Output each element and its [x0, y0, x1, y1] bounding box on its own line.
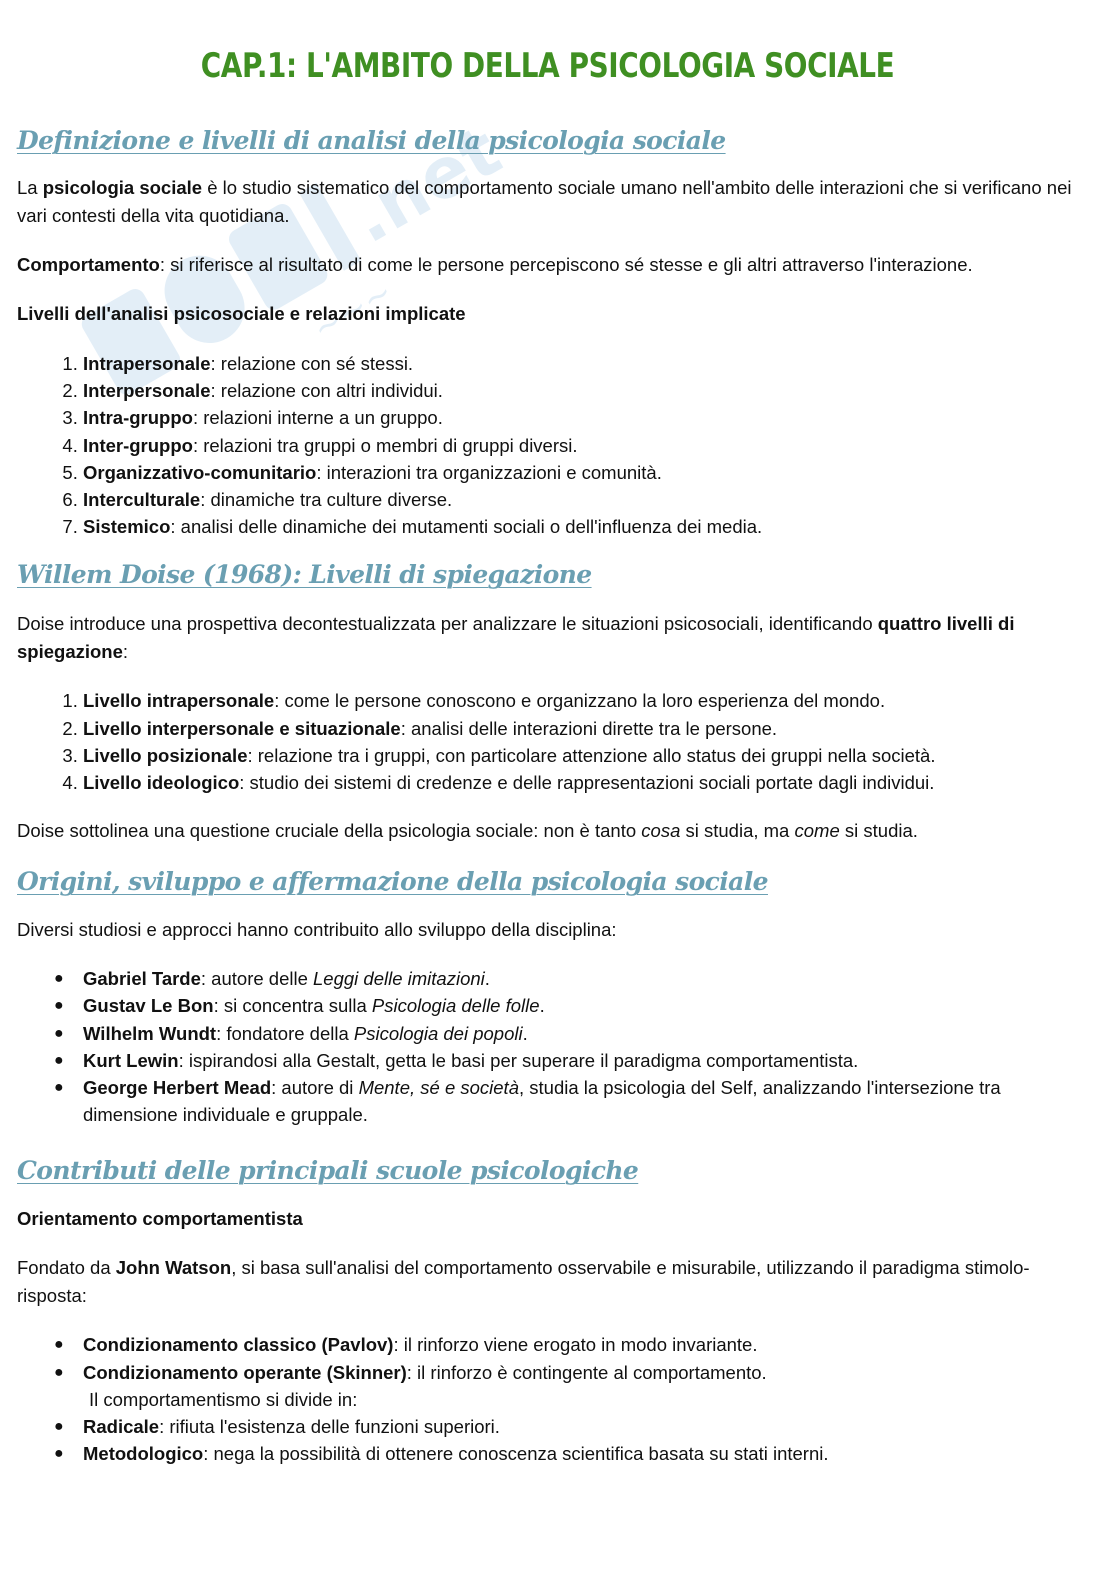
levels-list [17, 350, 1078, 540]
list-item: ● George Herbert Mead: autore di Mente, sé e società, studia la psicologia del Self, analizzando l'intersezione tra dimensione individuale e gruppale. [17, 1074, 1078, 1128]
paragraph-doise-intro: Doise introduce una prospettiva decontestualizzata per analizzare le situazioni psicosociali, identificando quattro livelli di spiegazione: [17, 613, 1015, 663]
list-item: 5. Organizzativo-comunitario: interazioni tra organizzazioni e comunità. [83, 459, 1078, 486]
bullet-icon: ● [54, 1363, 64, 1381]
list-item: ● Condizionamento classico (Pavlov): il rinforzo viene erogato in modo invariante. [17, 1331, 1078, 1358]
list-item: ● Wilhelm Wundt: fondatore della Psicologia dei popoli. [17, 1020, 1078, 1047]
list-item: 2. Livello interpersonale e situazionale: analisi delle interazioni dirette tra le persone. [83, 715, 1078, 742]
section-heading-contributi: Contributi delle principali scuole psicologiche [17, 1156, 639, 1186]
bullet-icon: ● [54, 1336, 64, 1354]
doise-levels-list [17, 687, 1078, 796]
bullet-icon: ● [54, 1024, 64, 1042]
section-heading-definizione: Definizione e livelli di analisi della psicologia sociale [17, 126, 726, 155]
list-item: 2. Interpersonale: relazione con altri individui. [83, 377, 1078, 404]
section-heading-doise: Willem Doise (1968): Livelli di spiegazione [17, 560, 592, 590]
bullet-icon: ● [54, 1051, 64, 1069]
list-item: 1. Intrapersonale: relazione con sé stessi. [83, 350, 1078, 377]
list-item: 3. Livello posizionale: relazione tra i gruppi, con particolare attenzione allo status dei gruppi nella società. [83, 742, 1078, 769]
bullet-icon: ● [54, 1445, 64, 1463]
svg-text:~~~: ~~~ [305, 272, 400, 350]
paragraph-definition: La psicologia sociale è lo studio sistematico del comportamento sociale umano nell'ambito delle interazioni che si verificano nei vari contesti della vita quotidiana. [17, 177, 1072, 226]
list-item: 6. Interculturale: dinamiche tra culture diverse. [83, 486, 1078, 513]
list-item: ● Gabriel Tarde: autore delle Leggi delle imitazioni. [17, 965, 1078, 992]
list-item: 4. Inter-gruppo: relazioni tra gruppi o membri di gruppi diversi. [83, 432, 1078, 459]
behaviorism-types-list [17, 1413, 1078, 1467]
page-title: CAP.1: L'AMBITO DELLA PSICOLOGIA SOCIALE [200, 46, 895, 86]
behaviorism-note: Il comportamentismo si divide in: [89, 1388, 358, 1410]
bullet-icon: ● [54, 1418, 64, 1436]
term-psicologia-sociale: psicologia sociale [42, 177, 203, 198]
scholars-list [17, 965, 1078, 1128]
bullet-icon: ● [54, 1079, 64, 1097]
paragraph-doise-outro: Doise sottolinea una questione cruciale della psicologia sociale: non è tanto cosa si studia, ma come si studia. [17, 820, 918, 842]
paragraph-origini-intro: Diversi studiosi e approcci hanno contribuito allo sviluppo della disciplina: [17, 919, 617, 941]
paragraph-watson: Fondato da John Watson, si basa sull'analisi del comportamento osservabile e misurabile, utilizzando il paradigma stimolo-risposta: [17, 1257, 1030, 1307]
list-item: 4. Livello ideologico: studio dei sistemi di credenze e delle rappresentazioni sociali portate dagli individui. [83, 769, 1078, 796]
list-item: ● Radicale: rifiuta l'esistenza delle funzioni superiori. [17, 1413, 1078, 1440]
conditioning-list [17, 1331, 1078, 1385]
list-item: ● Metodologico: nega la possibilità di ottenere conoscenza scientifica basata su stati interni. [17, 1440, 1078, 1467]
list-item: 1. Livello intrapersonale: come le persone conoscono e organizzano la loro esperienza del mondo. [83, 687, 1078, 714]
subheading-livelli: Livelli dell'analisi psicosociale e relazioni implicate [17, 303, 466, 324]
list-item: 7. Sistemico: analisi delle dinamiche dei mutamenti sociali o dell'influenza dei media. [83, 513, 1078, 540]
svg-text:.net: .net [336, 109, 515, 260]
paragraph-comportamento: Comportamento: si riferisce al risultato di come le persone percepiscono sé stesse e gli altri attraverso l'interazione. [17, 254, 973, 275]
section-heading-origini: Origini, sviluppo e affermazione della psicologia sociale [17, 867, 768, 897]
list-item: ● Kurt Lewin: ispirandosi alla Gestalt, getta le basi per superare il paradigma comportamentista. [17, 1047, 1078, 1074]
term-comportamento: Comportamento [17, 254, 160, 275]
subheading-comportamentista: Orientamento comportamentista [17, 1208, 303, 1230]
bullet-icon: ● [54, 970, 64, 988]
list-item: ● Gustav Le Bon: si concentra sulla Psicologia delle folle. [17, 992, 1078, 1019]
bullet-icon: ● [54, 997, 64, 1015]
list-item: ● Condizionamento operante (Skinner): il rinforzo è contingente al comportamento. [17, 1359, 1078, 1386]
list-item: 3. Intra-gruppo: relazioni interne a un gruppo. [83, 404, 1078, 431]
